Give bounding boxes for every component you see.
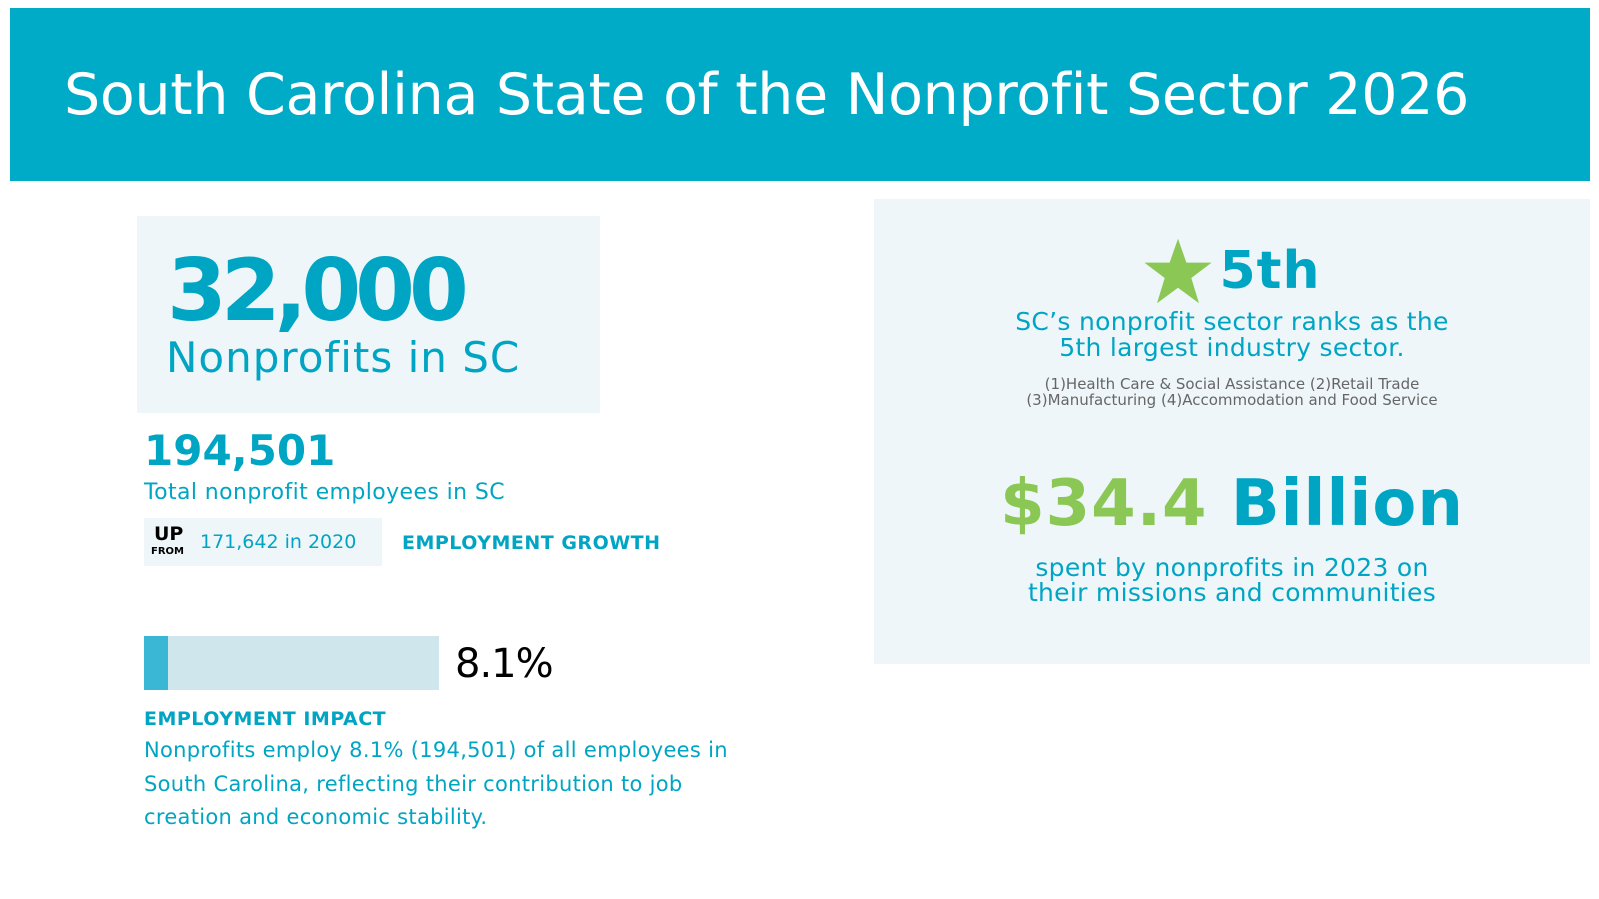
employment-growth-label: EMPLOYMENT GROWTH: [402, 532, 661, 554]
sector-stats-panel: [874, 199, 1590, 664]
top-sectors-line: (1)Health Care & Social Assistance (2)Retail Trade: [1044, 375, 1420, 393]
employment-impact-percent: 8.1%: [455, 641, 553, 687]
spending-description-line: spent by nonprofits in 2023 on: [1035, 553, 1429, 582]
rank-description: [874, 309, 1590, 361]
spending-description-line: their missions and communities: [1027, 578, 1437, 607]
employee-count: 194,501: [144, 426, 336, 475]
rank-description-line: 5th largest industry sector.: [1059, 333, 1405, 362]
top-sectors-line: (3)Manufacturing (4)Accommodation and Food Service: [1026, 391, 1438, 409]
spending-amount: $34.4: [1000, 467, 1208, 541]
employment-impact-heading: EMPLOYMENT IMPACT: [144, 708, 387, 730]
spending-description: [874, 555, 1590, 605]
nonprofit-count-label: Nonprofits in SC: [166, 333, 521, 382]
employment-impact-bar-fill: [144, 636, 168, 690]
up-from-badge: [144, 518, 382, 566]
page-title: South Carolina State of the Nonprofit Sector 2026: [64, 62, 1470, 128]
spending-unit: Billion: [1230, 467, 1464, 541]
star-icon: [1143, 237, 1213, 305]
rank-description-line: SC’s nonprofit sector ranks as the: [1015, 307, 1449, 336]
top-sectors-list: [874, 376, 1590, 408]
employment-impact-bar: [144, 636, 439, 690]
rank-row: [874, 237, 1590, 309]
employment-impact-description: Nonprofits employ 8.1% (194,501) of all employees in South Carolina, reflecting their contribution to job creation and economic stability.: [144, 738, 728, 829]
up-label: UP: [154, 523, 184, 545]
nonprofit-count-card: [137, 216, 600, 413]
nonprofit-count: 32,000: [167, 241, 463, 341]
from-label: FROM: [151, 546, 184, 557]
header-banner: [10, 8, 1590, 181]
sector-rank: 5th: [1219, 241, 1321, 301]
spending-total: [874, 467, 1590, 541]
employee-count-label: Total nonprofit employees in SC: [144, 480, 506, 505]
previous-employee-count: 171,642 in 2020: [200, 531, 357, 553]
